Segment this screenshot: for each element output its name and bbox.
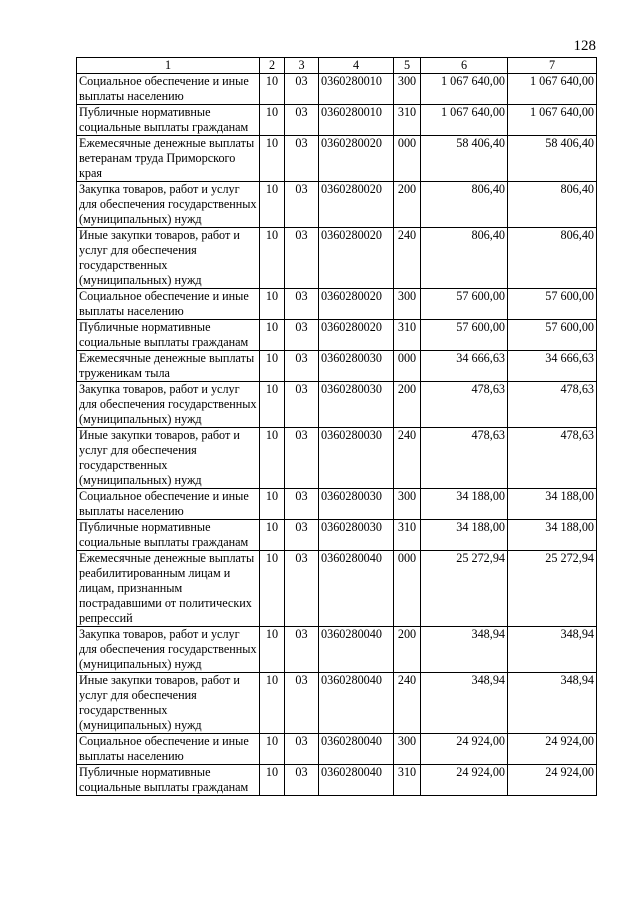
table-row <box>77 520 597 551</box>
row-amount-2: 34 188,00 <box>508 489 597 520</box>
row-section: 10 <box>260 136 285 182</box>
row-target-code: 0360280030 <box>319 428 394 489</box>
table-row <box>77 289 597 320</box>
row-name: Ежемесячные денежные выплаты реабилитированным лицам и лицам, признанным пострадавшими от политических репрессий <box>77 551 260 627</box>
row-target-code: 0360280010 <box>319 74 394 105</box>
row-section: 10 <box>260 74 285 105</box>
row-name: Социальное обеспечение и иные выплаты населению <box>77 289 260 320</box>
row-subsection: 03 <box>285 382 319 428</box>
row-name: Социальное обеспечение и иные выплаты населению <box>77 489 260 520</box>
row-expense-type: 000 <box>394 351 421 382</box>
row-subsection: 03 <box>285 734 319 765</box>
row-target-code: 0360280020 <box>319 228 394 289</box>
row-section: 10 <box>260 289 285 320</box>
row-amount-2: 348,94 <box>508 673 597 734</box>
row-amount-1: 806,40 <box>421 228 508 289</box>
row-expense-type: 310 <box>394 105 421 136</box>
row-name: Социальное обеспечение и иные выплаты населению <box>77 74 260 105</box>
row-subsection: 03 <box>285 182 319 228</box>
row-expense-type: 240 <box>394 673 421 734</box>
row-amount-2: 348,94 <box>508 627 597 673</box>
table-row <box>77 74 597 105</box>
row-amount-1: 348,94 <box>421 673 508 734</box>
row-section: 10 <box>260 551 285 627</box>
row-section: 10 <box>260 428 285 489</box>
row-target-code: 0360280020 <box>319 182 394 228</box>
row-expense-type: 300 <box>394 74 421 105</box>
row-section: 10 <box>260 105 285 136</box>
row-subsection: 03 <box>285 551 319 627</box>
row-subsection: 03 <box>285 765 319 796</box>
row-amount-1: 34 666,63 <box>421 351 508 382</box>
row-subsection: 03 <box>285 289 319 320</box>
row-section: 10 <box>260 228 285 289</box>
row-target-code: 0360280040 <box>319 765 394 796</box>
row-subsection: 03 <box>285 520 319 551</box>
row-target-code: 0360280030 <box>319 489 394 520</box>
header-col-1: 1 <box>77 58 260 74</box>
row-target-code: 0360280020 <box>319 289 394 320</box>
row-subsection: 03 <box>285 489 319 520</box>
row-section: 10 <box>260 520 285 551</box>
header-col-5: 5 <box>394 58 421 74</box>
row-amount-1: 34 188,00 <box>421 520 508 551</box>
row-target-code: 0360280040 <box>319 627 394 673</box>
row-expense-type: 200 <box>394 182 421 228</box>
header-col-3: 3 <box>285 58 319 74</box>
row-expense-type: 240 <box>394 428 421 489</box>
row-name: Публичные нормативные социальные выплаты гражданам <box>77 105 260 136</box>
header-col-6: 6 <box>421 58 508 74</box>
row-subsection: 03 <box>285 74 319 105</box>
row-amount-2: 806,40 <box>508 182 597 228</box>
row-amount-1: 57 600,00 <box>421 289 508 320</box>
budget-table <box>76 57 597 796</box>
table-row <box>77 228 597 289</box>
row-section: 10 <box>260 320 285 351</box>
table-row <box>77 627 597 673</box>
row-amount-2: 24 924,00 <box>508 734 597 765</box>
row-amount-1: 24 924,00 <box>421 765 508 796</box>
row-amount-1: 58 406,40 <box>421 136 508 182</box>
row-target-code: 0360280030 <box>319 382 394 428</box>
row-name: Закупка товаров, работ и услуг для обеспечения государственных (муниципальных) нужд <box>77 382 260 428</box>
row-name: Социальное обеспечение и иные выплаты населению <box>77 734 260 765</box>
row-amount-1: 24 924,00 <box>421 734 508 765</box>
row-amount-2: 58 406,40 <box>508 136 597 182</box>
row-amount-2: 806,40 <box>508 228 597 289</box>
row-expense-type: 300 <box>394 289 421 320</box>
row-amount-2: 478,63 <box>508 382 597 428</box>
table-row <box>77 489 597 520</box>
row-subsection: 03 <box>285 136 319 182</box>
row-section: 10 <box>260 673 285 734</box>
row-name: Закупка товаров, работ и услуг для обеспечения государственных (муниципальных) нужд <box>77 182 260 228</box>
row-amount-2: 34 188,00 <box>508 520 597 551</box>
row-target-code: 0360280040 <box>319 673 394 734</box>
row-subsection: 03 <box>285 351 319 382</box>
table-row <box>77 320 597 351</box>
row-subsection: 03 <box>285 428 319 489</box>
row-section: 10 <box>260 765 285 796</box>
row-expense-type: 240 <box>394 228 421 289</box>
row-amount-2: 57 600,00 <box>508 320 597 351</box>
row-target-code: 0360280010 <box>319 105 394 136</box>
row-subsection: 03 <box>285 627 319 673</box>
row-amount-2: 478,63 <box>508 428 597 489</box>
row-target-code: 0360280040 <box>319 734 394 765</box>
row-name: Иные закупки товаров, работ и услуг для обеспечения государственных (муниципальных) нужд <box>77 673 260 734</box>
table-row <box>77 351 597 382</box>
row-subsection: 03 <box>285 673 319 734</box>
page-number: 128 <box>573 38 596 54</box>
table-row <box>77 734 597 765</box>
row-target-code: 0360280020 <box>319 320 394 351</box>
row-amount-1: 806,40 <box>421 182 508 228</box>
row-amount-1: 478,63 <box>421 428 508 489</box>
header-col-2: 2 <box>260 58 285 74</box>
row-subsection: 03 <box>285 320 319 351</box>
header-col-7: 7 <box>508 58 597 74</box>
table-row <box>77 136 597 182</box>
row-amount-1: 25 272,94 <box>421 551 508 627</box>
row-target-code: 0360280030 <box>319 520 394 551</box>
row-expense-type: 310 <box>394 765 421 796</box>
row-section: 10 <box>260 627 285 673</box>
row-target-code: 0360280030 <box>319 351 394 382</box>
row-name: Ежемесячные денежные выплаты труженикам тыла <box>77 351 260 382</box>
row-name: Иные закупки товаров, работ и услуг для обеспечения государственных (муниципальных) нужд <box>77 428 260 489</box>
row-expense-type: 310 <box>394 520 421 551</box>
table-row <box>77 428 597 489</box>
table-row <box>77 765 597 796</box>
row-amount-2: 57 600,00 <box>508 289 597 320</box>
table-row <box>77 673 597 734</box>
row-amount-1: 57 600,00 <box>421 320 508 351</box>
row-expense-type: 000 <box>394 551 421 627</box>
row-name: Закупка товаров, работ и услуг для обеспечения государственных (муниципальных) нужд <box>77 627 260 673</box>
row-expense-type: 200 <box>394 382 421 428</box>
row-name: Ежемесячные денежные выплаты ветеранам труда Приморского края <box>77 136 260 182</box>
row-section: 10 <box>260 182 285 228</box>
table-row <box>77 382 597 428</box>
row-section: 10 <box>260 489 285 520</box>
row-amount-2: 1 067 640,00 <box>508 74 597 105</box>
row-expense-type: 310 <box>394 320 421 351</box>
row-amount-2: 1 067 640,00 <box>508 105 597 136</box>
row-amount-1: 1 067 640,00 <box>421 74 508 105</box>
row-section: 10 <box>260 734 285 765</box>
row-target-code: 0360280040 <box>319 551 394 627</box>
header-col-4: 4 <box>319 58 394 74</box>
row-expense-type: 200 <box>394 627 421 673</box>
row-name: Публичные нормативные социальные выплаты гражданам <box>77 765 260 796</box>
row-amount-2: 25 272,94 <box>508 551 597 627</box>
row-amount-2: 24 924,00 <box>508 765 597 796</box>
row-expense-type: 000 <box>394 136 421 182</box>
table-row <box>77 105 597 136</box>
table-header-row <box>77 58 597 74</box>
row-name: Публичные нормативные социальные выплаты гражданам <box>77 520 260 551</box>
row-expense-type: 300 <box>394 489 421 520</box>
table-row <box>77 551 597 627</box>
row-amount-1: 348,94 <box>421 627 508 673</box>
row-amount-1: 34 188,00 <box>421 489 508 520</box>
table-row <box>77 182 597 228</box>
row-subsection: 03 <box>285 105 319 136</box>
row-amount-1: 478,63 <box>421 382 508 428</box>
row-expense-type: 300 <box>394 734 421 765</box>
row-subsection: 03 <box>285 228 319 289</box>
row-target-code: 0360280020 <box>319 136 394 182</box>
row-name: Публичные нормативные социальные выплаты гражданам <box>77 320 260 351</box>
row-amount-1: 1 067 640,00 <box>421 105 508 136</box>
row-name: Иные закупки товаров, работ и услуг для обеспечения государственных (муниципальных) нужд <box>77 228 260 289</box>
row-section: 10 <box>260 382 285 428</box>
row-section: 10 <box>260 351 285 382</box>
row-amount-2: 34 666,63 <box>508 351 597 382</box>
